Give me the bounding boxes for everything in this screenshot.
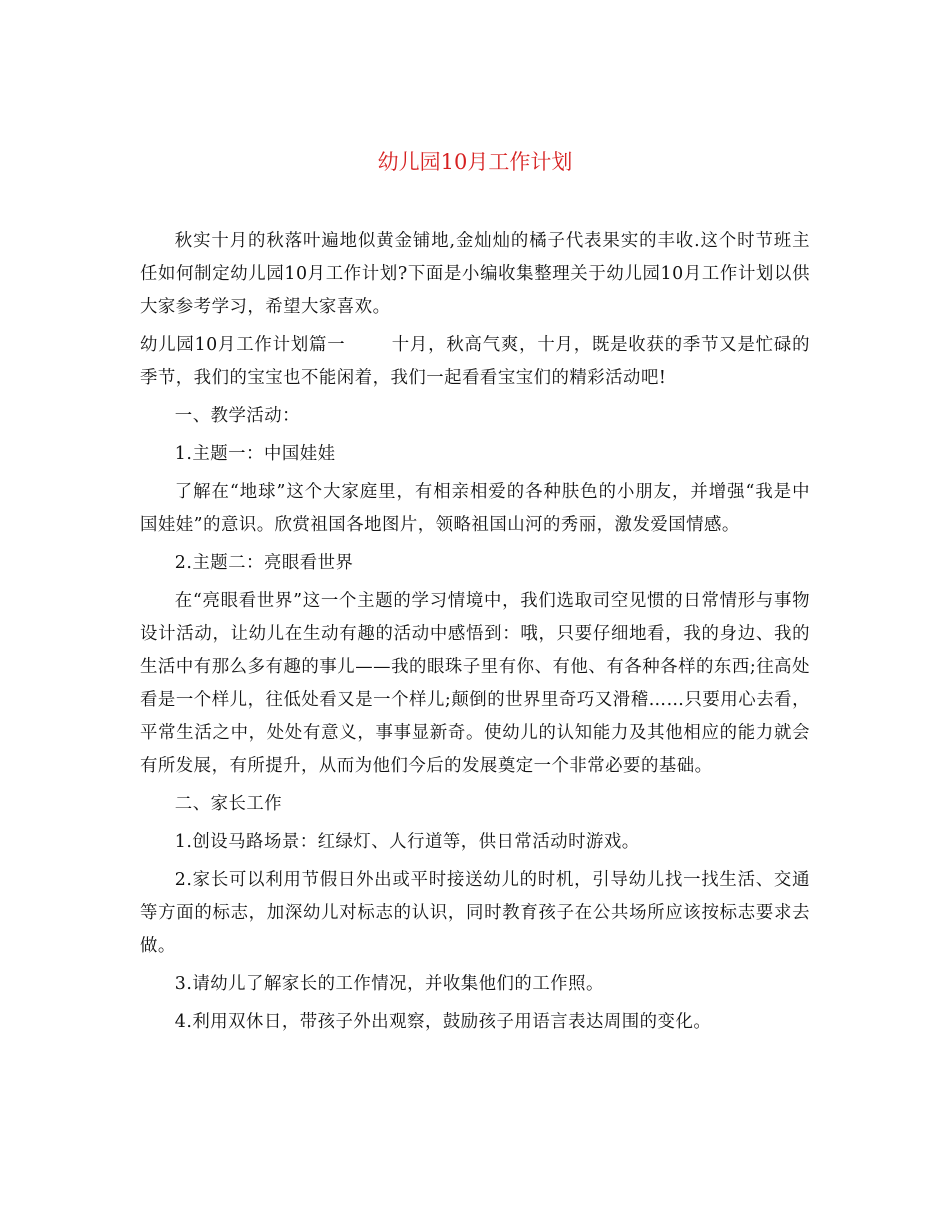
document-body — [140, 225, 810, 1044]
section-heading-paragraph — [140, 329, 810, 395]
theme-two-paragraph: 在“亮眼看世界”这一个主题的学习情境中，我们选取司空见惯的日常情形与事物设计活动，让幼儿在生动有趣的活动中感悟到：哦，只要仔细地看，我的身边、我的生活中有那么多有趣的事儿——我的眼珠子里有你、有他、有各种各样的东西;往高处看是一个样儿，往低处看又是一个样儿;颠倒的世界里奇巧又滑稽……只要用心去看，平常生活之中，处处有意义，事事显新奇。使幼儿的认知能力及其他相应的能力就会有所发展，有所提升，从而为他们今后的发展奠定一个非常必要的基础。 — [140, 591, 810, 776]
section-heading: 幼儿园10月工作计划篇一 — [140, 335, 346, 355]
heading-theme-one: 1.主题一：中国娃娃 — [174, 444, 336, 464]
heading-theme-two: 2.主题二：亮眼看世界 — [174, 553, 354, 573]
theme-one-paragraph: 了解在“地球”这个大家庭里，有相亲相爱的各种肤色的小朋友，并增强“我是中国娃娃”的意识。欣赏祖国各地图片，领略祖国山河的秀丽，激发爱国情感。 — [140, 482, 810, 535]
heading-teaching-activities: 一、教学活动： — [174, 406, 301, 426]
section-intro-text: 十月，秋高气爽，十月，既是收获的季节又是忙碌的季节，我们的宝宝也不能闲着，我们一起看看宝宝们的精彩活动吧! — [140, 335, 810, 388]
parent-work-item-4: 4.利用双休日，带孩子外出观察，鼓励孩子用语言表达周围的变化。 — [174, 1012, 712, 1032]
parent-work-item-1: 1.创设马路场景：红绿灯、人行道等，供日常活动时游戏。 — [174, 832, 640, 852]
parent-work-item-2: 2.家长可以利用节假日外出或平时接送幼儿的时机，引导幼儿找一找生活、交通等方面的标志，加深幼儿对标志的认识，同时教育孩子在公共场所应该按标志要求去做。 — [140, 870, 810, 956]
intro-paragraph: 秋实十月的秋落叶遍地似黄金铺地,金灿灿的橘子代表果实的丰收.这个时节班主任如何制定幼儿园10月工作计划?下面是小编收集整理关于幼儿园10月工作计划以供大家参考学习，希望大家喜欢。 — [140, 231, 810, 317]
heading-parent-work: 二、家长工作 — [174, 794, 283, 814]
parent-work-item-3: 3.请幼儿了解家长的工作情况，并收集他们的工作照。 — [174, 974, 604, 994]
document-title: 幼儿园10月工作计划 — [377, 150, 573, 174]
